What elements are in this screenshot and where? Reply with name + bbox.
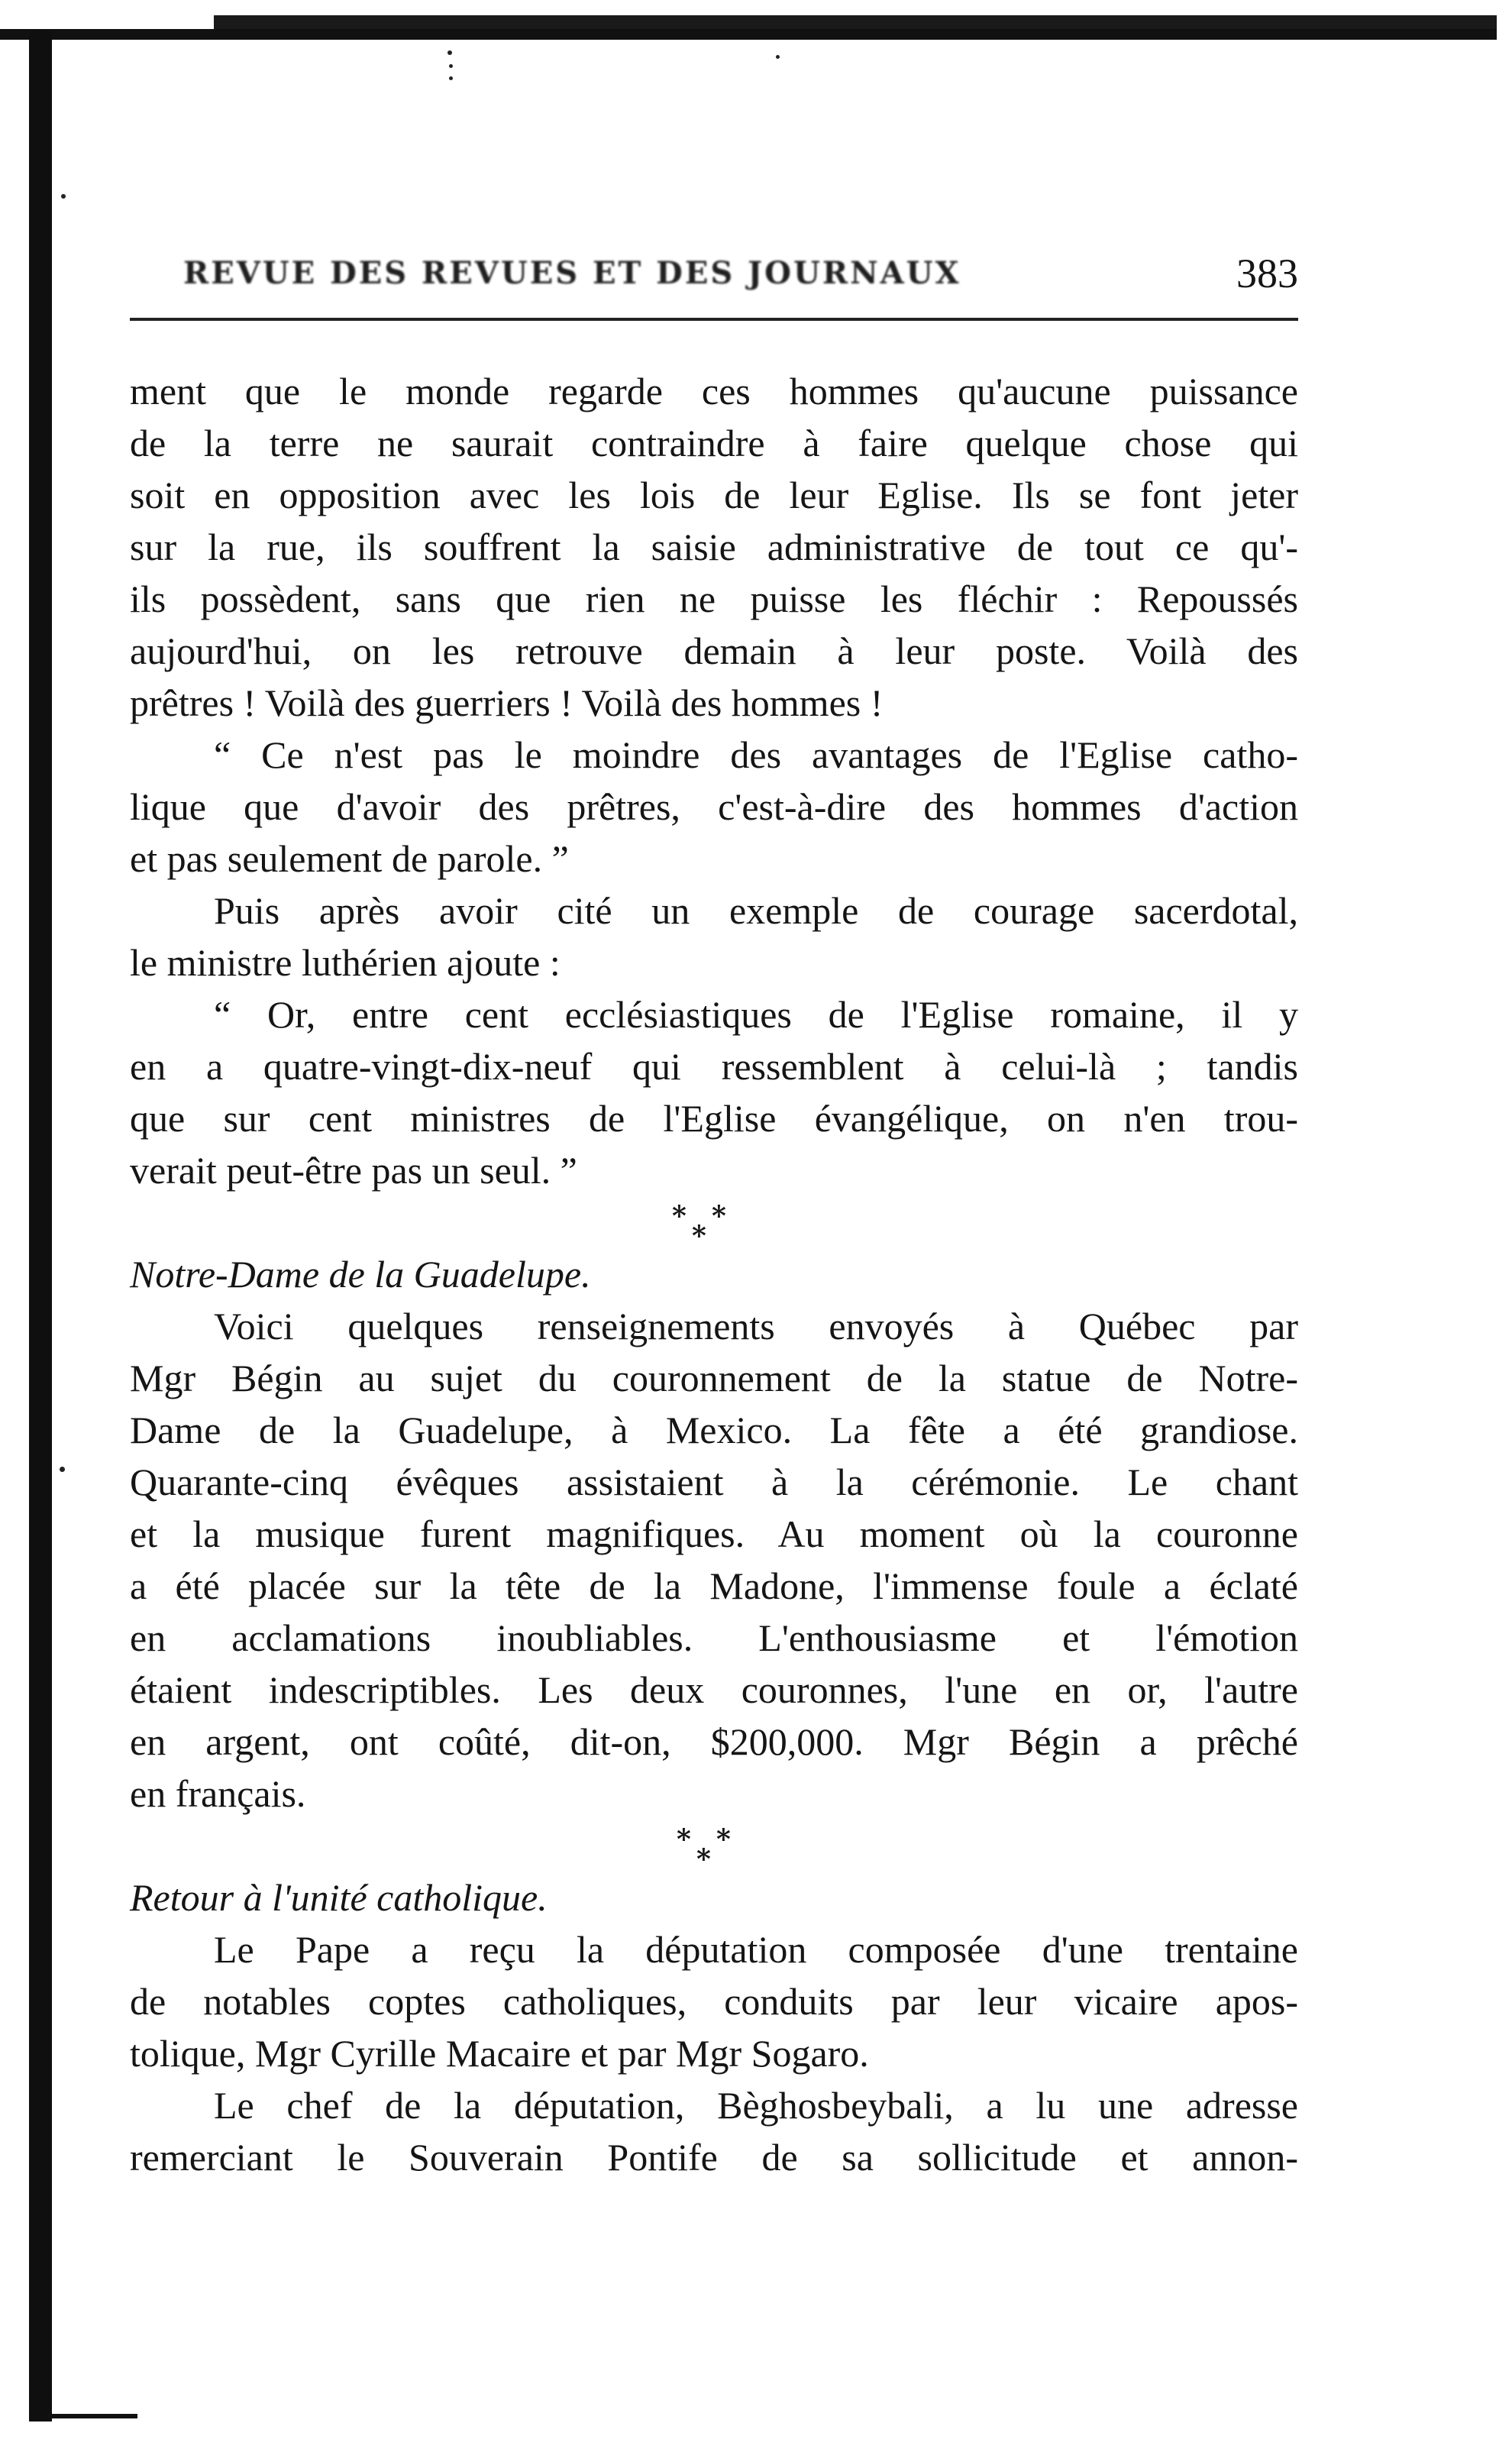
asterism-star-icon: * [716, 1823, 731, 1855]
text-line: prêtres ! Voilà des guerriers ! Voilà des hommes ! [130, 681, 884, 724]
text-line: a été placée sur la tête de la Madone, l'immense foule a éclaté [130, 1564, 1298, 1607]
section-heading: Retour à l'unité catholique. [130, 1876, 548, 1919]
running-head: REVUE DES REVUES ET DES JOURNAUX [183, 255, 961, 291]
text-line: en français. [130, 1772, 306, 1815]
text-column [130, 365, 1298, 2183]
text-line: “ Ce n'est pas le moindre des avantages de l'Eglise catho- [214, 733, 1298, 776]
scan-speck [447, 50, 452, 55]
text-line: Quarante-cinq évêques assistaient à la cérémonie. Le chant [130, 1461, 1298, 1503]
text-line: et la musique furent magnifiques. Au moment où la couronne [130, 1512, 1298, 1555]
asterism-star-icon: * [696, 1843, 711, 1875]
text-line: aujourd'hui, on les retrouve demain à leur poste. Voilà des [130, 629, 1298, 672]
page-number: 383 [1236, 251, 1298, 296]
text-line: remerciant le Souverain Pontife de sa sollicitude et annon- [130, 2136, 1298, 2179]
text-line: que sur cent ministres de l'Eglise évangélique, on n'en trou- [130, 1097, 1298, 1140]
scan-edge-line [0, 29, 1497, 40]
text-line: en a quatre-vingt-dix-neuf qui ressemblent à celui-là ; tandis [130, 1045, 1298, 1088]
text-line: verait peut-être pas un seul. ” [130, 1149, 577, 1192]
text-line: en argent, ont coûté, dit-on, $200,000. Mgr Bégin a prêché [130, 1720, 1298, 1763]
text-line: de la terre ne saurait contraindre à faire quelque chose qui [130, 422, 1298, 464]
asterism-divider [130, 1820, 1298, 1875]
header-rule [130, 318, 1298, 321]
text-line: de notables coptes catholiques, conduits par leur vicaire apos- [130, 1980, 1298, 2023]
scan-speck [776, 55, 780, 59]
paragraph [130, 2079, 1298, 2183]
scan-spine-shadow [29, 31, 52, 2422]
section-heading: Notre-Dame de la Guadelupe. [130, 1253, 591, 1296]
paragraph [130, 1923, 1298, 2079]
text-line: Voici quelques renseignements envoyés à Québec par [214, 1305, 1298, 1347]
text-line: soit en opposition avec les lois de leur Eglise. Ils se font jeter [130, 474, 1298, 516]
paragraph [130, 885, 1298, 988]
paragraph [130, 1300, 1298, 1820]
text-line: étaient indescriptibles. Les deux couronnes, l'une en or, l'autre [130, 1668, 1298, 1711]
scan-speck [60, 1467, 65, 1472]
paragraph [130, 729, 1298, 885]
text-line: en acclamations inoubliables. L'enthousiasme et l'émotion [130, 1616, 1298, 1659]
asterism-star-icon: * [677, 1823, 691, 1855]
scan-edge-bottom [46, 2414, 137, 2418]
page-header [130, 229, 1298, 313]
text-line: Dame de la Guadelupe, à Mexico. La fête a été grandiose. [130, 1409, 1298, 1451]
scan-speck [449, 76, 453, 80]
text-line: le ministre luthérien ajoute : [130, 941, 561, 984]
paragraph [130, 988, 1298, 1196]
text-line: “ Or, entre cent ecclésiastiques de l'Eglise romaine, il y [214, 993, 1298, 1036]
text-line: Mgr Bégin au sujet du couronnement de la statue de Notre- [130, 1357, 1298, 1399]
asterism-star-icon: * [692, 1220, 706, 1252]
asterism-star-icon: * [712, 1200, 726, 1232]
text-line: tolique, Mgr Cyrille Macaire et par Mgr Sogaro. [130, 2032, 869, 2075]
text-line: ils possèdent, sans que rien ne puisse les fléchir : Repoussés [130, 577, 1298, 620]
scan-speck [61, 194, 66, 199]
text-line: Puis après avoir cité un exemple de courage sacerdotal, [214, 889, 1298, 932]
text-line: et pas seulement de parole. ” [130, 837, 569, 880]
text-line: ment que le monde regarde ces hommes qu'aucune puissance [130, 370, 1298, 412]
asterism-divider [130, 1196, 1298, 1252]
scan-speck [449, 64, 453, 68]
text-line: lique que d'avoir des prêtres, c'est-à-dire des hommes d'action [130, 785, 1298, 828]
text-line: Le chef de la députation, Bèghosbeybali, a lu une adresse [214, 2084, 1298, 2127]
text-line: Le Pape a reçu la députation composée d'une trentaine [214, 1928, 1298, 1971]
asterism-star-icon: * [672, 1200, 687, 1232]
text-line: sur la rue, ils souffrent la saisie administrative de tout ce qu'- [130, 526, 1298, 568]
paragraph [130, 365, 1298, 729]
